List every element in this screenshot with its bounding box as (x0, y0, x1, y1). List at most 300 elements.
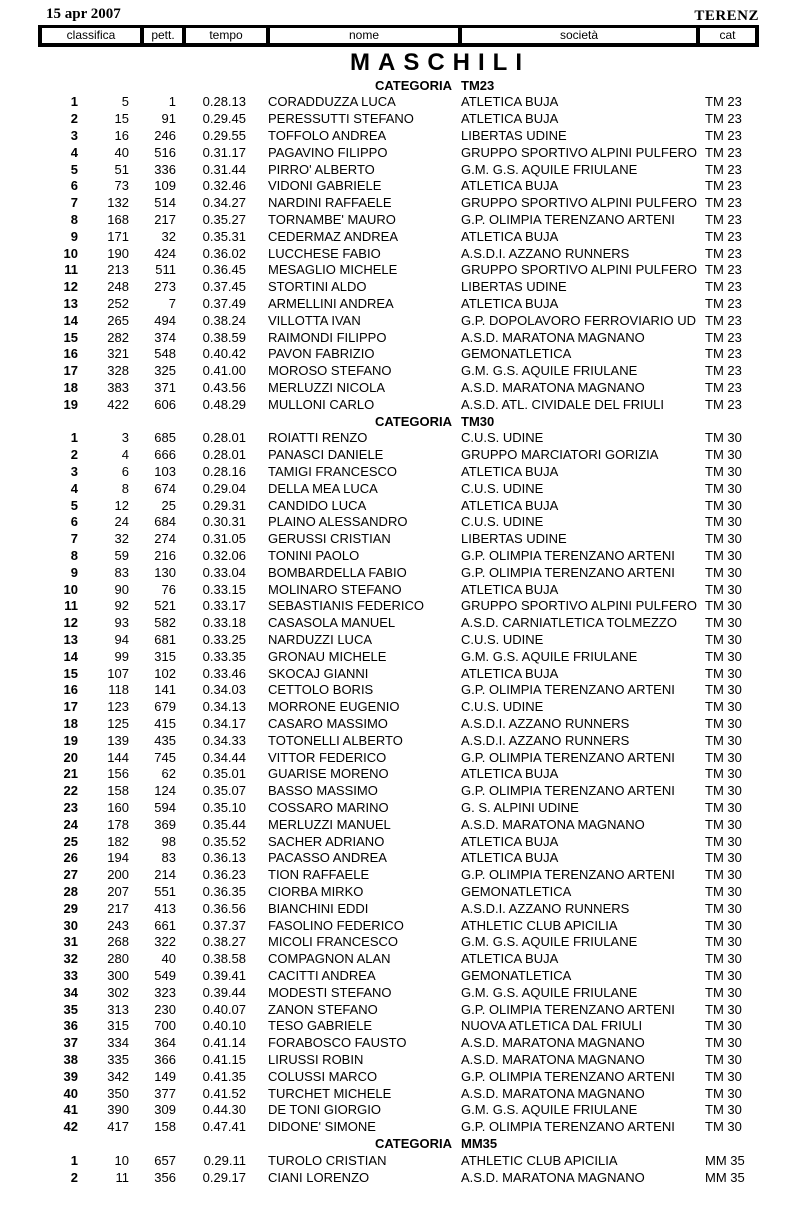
rank: 13 (63, 295, 78, 311)
bib-number: 3 (121, 430, 129, 446)
athlete-name: MORRONE EUGENIO (268, 699, 400, 715)
rank: 1 (70, 430, 78, 446)
table-row (0, 345, 795, 362)
table-row (0, 715, 795, 732)
team-number: 7 (168, 295, 176, 311)
table-row (0, 1068, 795, 1085)
athlete-name: CIANI LORENZO (268, 1169, 370, 1185)
bib-number: 417 (107, 1119, 129, 1135)
athlete-name: MOLINARO STEFANO (268, 581, 402, 597)
race-time: 0.28.01 (202, 447, 246, 463)
rank: 18 (63, 379, 78, 395)
club-name: ATLETICA BUJA (461, 581, 559, 597)
club-name: C.U.S. UDINE (461, 631, 544, 647)
athlete-name: ROIATTI RENZO (268, 430, 368, 446)
athlete-name: VITTOR FEDERICO (268, 749, 387, 765)
rank: 24 (63, 816, 78, 832)
team-number: 91 (161, 111, 176, 127)
table-row (0, 631, 795, 648)
race-time: 0.36.23 (202, 867, 246, 883)
category-code: TM 30 (705, 917, 742, 933)
race-time: 0.33.46 (202, 665, 246, 681)
table-row (0, 564, 795, 581)
bib-number: 182 (107, 833, 129, 849)
category-code: TM 30 (705, 715, 742, 731)
team-number: 551 (154, 883, 176, 899)
bib-number: 11 (115, 1169, 129, 1185)
table-row (0, 194, 795, 211)
club-name: LIBERTAS UDINE (461, 279, 567, 295)
race-time: 0.35.10 (202, 799, 246, 815)
race-time: 0.31.05 (202, 531, 246, 547)
table-row (0, 93, 795, 110)
club-name: ATLETICA BUJA (461, 295, 559, 311)
table-row (0, 547, 795, 564)
team-number: 246 (154, 127, 176, 143)
table-row (0, 816, 795, 833)
athlete-name: BASSO MASSIMO (268, 783, 378, 799)
race-time: 0.31.44 (202, 161, 246, 177)
club-name: G.P. OLIMPIA TERENZANO ARTENI (461, 682, 675, 698)
table-row (0, 228, 795, 245)
team-number: 661 (154, 917, 176, 933)
race-time: 0.43.56 (202, 379, 246, 395)
race-time: 0.38.59 (202, 329, 246, 345)
race-time: 0.34.17 (202, 715, 246, 731)
team-number: 657 (154, 1152, 176, 1168)
category-code: TM 30 (705, 984, 742, 1000)
athlete-name: NARDUZZI LUCA (268, 631, 373, 647)
club-name: ATLETICA BUJA (461, 833, 559, 849)
bib-number: 383 (107, 379, 129, 395)
table-row (0, 597, 795, 614)
category-code: TM 30 (705, 581, 742, 597)
category-heading (0, 413, 795, 430)
table-row (0, 312, 795, 329)
category-code: TM 30 (705, 900, 742, 916)
bib-number: 125 (107, 715, 129, 731)
bib-number: 40 (114, 144, 129, 160)
category-code: TM 30 (705, 783, 742, 799)
race-time: 0.35.07 (202, 783, 246, 799)
team-number: 521 (154, 598, 176, 614)
athlete-name: ZANON STEFANO (268, 1001, 378, 1017)
team-number: 548 (154, 346, 176, 362)
team-number: 549 (154, 967, 176, 983)
club-name: A.S.D. MARATONA MAGNANO (461, 329, 645, 345)
bib-number: 350 (107, 1085, 129, 1101)
athlete-name: GERUSSI CRISTIAN (268, 531, 391, 547)
bib-number: 10 (114, 1152, 129, 1168)
rank: 7 (70, 531, 78, 547)
table-row (0, 849, 795, 866)
rank: 3 (70, 127, 78, 143)
category-label: CATEGORIA (374, 1135, 452, 1151)
team-number: 216 (154, 547, 176, 563)
club-name: A.S.D.I. AZZANO RUNNERS (461, 732, 630, 748)
team-number: 83 (161, 850, 176, 866)
club-name: A.S.D. CARNIATLETICA TOLMEZZO (461, 615, 677, 631)
club-name: A.S.D.I. AZZANO RUNNERS (461, 245, 630, 261)
athlete-name: SKOCAJ GIANNI (268, 665, 369, 681)
team-number: 369 (154, 816, 176, 832)
rank: 11 (64, 262, 78, 278)
rank: 38 (63, 1051, 78, 1067)
team-number: 149 (154, 1068, 176, 1084)
team-number: 274 (154, 531, 176, 547)
athlete-name: TION RAFFAELE (268, 867, 370, 883)
bib-number: 334 (107, 1035, 129, 1051)
rank: 15 (63, 329, 78, 345)
race-time: 0.39.41 (202, 967, 246, 983)
race-time: 0.38.24 (202, 312, 246, 328)
race-time: 0.34.27 (202, 195, 246, 211)
team-number: 76 (161, 581, 176, 597)
rank: 1 (70, 1152, 78, 1168)
table-row (0, 177, 795, 194)
bib-number: 171 (107, 228, 129, 244)
team-number: 273 (154, 279, 176, 295)
category-code: TM 30 (705, 531, 742, 547)
bib-number: 302 (107, 984, 129, 1000)
athlete-name: COSSARO MARINO (268, 799, 389, 815)
table-row (0, 967, 795, 984)
header-pett: pett. (144, 28, 182, 43)
category-code: TM 30 (705, 1035, 742, 1051)
category-code: TM 30 (705, 615, 742, 631)
athlete-name: COLUSSI MARCO (268, 1068, 378, 1084)
table-row (0, 1001, 795, 1018)
category-code: TM 30 (705, 833, 742, 849)
race-time: 0.33.35 (202, 648, 246, 664)
rank: 21 (63, 766, 78, 782)
category-code: TM 30 (705, 816, 742, 832)
bib-number: 217 (107, 900, 129, 916)
table-row (0, 429, 795, 446)
category-code: TM 30 (705, 867, 742, 883)
race-time: 0.33.18 (202, 615, 246, 631)
team-number: 1 (168, 94, 176, 110)
athlete-name: FORABOSCO FAUSTO (268, 1035, 407, 1051)
bib-number: 15 (114, 111, 129, 127)
bib-number: 300 (107, 967, 129, 983)
rank: 19 (63, 732, 78, 748)
athlete-name: PAVON FABRIZIO (268, 346, 375, 362)
header-nome: nome (270, 28, 458, 43)
team-number: 109 (154, 178, 176, 194)
athlete-name: DELLA MEA LUCA (268, 480, 378, 496)
bib-number: 51 (114, 161, 129, 177)
race-time: 0.34.03 (202, 682, 246, 698)
race-time: 0.32.46 (202, 178, 246, 194)
race-time: 0.35.52 (202, 833, 246, 849)
race-time: 0.35.44 (202, 816, 246, 832)
bib-number: 265 (107, 312, 129, 328)
bib-number: 158 (107, 783, 129, 799)
race-time: 0.37.37 (202, 917, 246, 933)
rank: 17 (63, 699, 78, 715)
table-row (0, 362, 795, 379)
team-number: 700 (154, 1018, 176, 1034)
club-name: G.M. G.S. AQUILE FRIULANE (461, 934, 638, 950)
rank: 26 (63, 850, 78, 866)
race-time: 0.37.49 (202, 295, 246, 311)
race-time: 0.41.15 (202, 1051, 246, 1067)
rank: 29 (63, 900, 78, 916)
category-code: TM 23 (705, 228, 742, 244)
category-code: TM 30 (705, 934, 742, 950)
header-societa: società (462, 28, 696, 43)
category-code: TM 30 (705, 951, 742, 967)
team-number: 214 (154, 867, 176, 883)
race-time: 0.28.13 (202, 94, 246, 110)
team-number: 102 (154, 665, 176, 681)
category-code: TM 30 (705, 749, 742, 765)
rank: 39 (63, 1068, 78, 1084)
bib-number: 24 (114, 514, 129, 530)
club-name: C.U.S. UDINE (461, 430, 544, 446)
rank: 14 (63, 648, 78, 664)
table-row (0, 446, 795, 463)
race-time: 0.34.44 (202, 749, 246, 765)
table-row (0, 329, 795, 346)
club-name: LIBERTAS UDINE (461, 127, 567, 143)
category-code: TM23 (461, 77, 495, 93)
bib-number: 144 (107, 749, 129, 765)
bib-number: 132 (107, 195, 129, 211)
athlete-name: CASARO MASSIMO (268, 715, 388, 731)
rank: 28 (63, 883, 78, 899)
race-time: 0.35.31 (202, 228, 246, 244)
athlete-name: SEBASTIANIS FEDERICO (268, 598, 425, 614)
bib-number: 118 (108, 682, 129, 698)
athlete-name: CORADDUZZA LUCA (268, 94, 396, 110)
table-row (0, 833, 795, 850)
club-name: G.P. OLIMPIA TERENZANO ARTENI (461, 547, 675, 563)
athlete-name: MOROSO STEFANO (268, 363, 392, 379)
table-row (0, 295, 795, 312)
rank: 12 (63, 279, 78, 295)
team-number: 325 (154, 363, 176, 379)
rank: 23 (63, 799, 78, 815)
table-row (0, 211, 795, 228)
table-row (0, 379, 795, 396)
athlete-name: MULLONI CARLO (268, 396, 375, 412)
team-number: 582 (154, 615, 176, 631)
athlete-name: MERLUZZI NICOLA (268, 379, 386, 395)
category-code: TM 30 (705, 799, 742, 815)
race-time: 0.36.45 (202, 262, 246, 278)
category-code: MM 35 (705, 1169, 745, 1185)
race-time: 0.40.07 (202, 1001, 246, 1017)
race-time: 0.47.41 (202, 1119, 246, 1135)
team-number: 98 (161, 833, 176, 849)
race-time: 0.33.15 (202, 581, 246, 597)
team-number: 594 (154, 799, 176, 815)
category-code: TM 23 (705, 127, 742, 143)
bib-number: 92 (114, 598, 129, 614)
race-time: 0.29.31 (202, 497, 246, 513)
club-name: C.U.S. UDINE (461, 480, 544, 496)
club-name: G.P. OLIMPIA TERENZANO ARTENI (461, 749, 675, 765)
table-row (0, 530, 795, 547)
athlete-name: CEDERMAZ ANDREA (268, 228, 399, 244)
header-tempo: tempo (186, 28, 266, 43)
club-name: NUOVA ATLETICA DAL FRIULI (461, 1018, 643, 1034)
category-code: TM 23 (705, 111, 742, 127)
table-row (0, 1017, 795, 1034)
category-code: TM 23 (705, 329, 742, 345)
table-row (0, 144, 795, 161)
club-name: ATLETICA BUJA (461, 766, 559, 782)
rank: 11 (64, 598, 78, 614)
table-row (0, 1101, 795, 1118)
bib-number: 313 (107, 1001, 129, 1017)
table-row (0, 883, 795, 900)
category-code: TM 30 (705, 732, 742, 748)
bib-number: 107 (107, 665, 129, 681)
rank: 8 (70, 211, 78, 227)
athlete-name: MERLUZZI MANUEL (268, 816, 391, 832)
athlete-name: TORNAMBE' MAURO (268, 211, 396, 227)
athlete-name: BIANCHINI EDDI (268, 900, 369, 916)
bib-number: 90 (114, 581, 129, 597)
header-cat: cat (700, 28, 755, 43)
race-time: 0.48.29 (202, 396, 246, 412)
race-time: 0.37.45 (202, 279, 246, 295)
table-row (0, 278, 795, 295)
club-name: C.U.S. UDINE (461, 699, 544, 715)
race-time: 0.30.31 (202, 514, 246, 530)
club-name: A.S.D. MARATONA MAGNANO (461, 1169, 645, 1185)
club-name: GEMONATLETICA (461, 967, 572, 983)
athlete-name: COMPAGNON ALAN (268, 951, 391, 967)
club-name: LIBERTAS UDINE (461, 531, 567, 547)
club-name: G.M. G.S. AQUILE FRIULANE (461, 984, 638, 1000)
club-name: ATLETICA BUJA (461, 178, 559, 194)
race-time: 0.38.58 (202, 951, 246, 967)
bib-number: 156 (107, 766, 129, 782)
race-time: 0.36.56 (202, 900, 246, 916)
rank: 5 (70, 497, 78, 513)
table-row (0, 1051, 795, 1068)
athlete-name: FASOLINO FEDERICO (268, 917, 404, 933)
athlete-name: PACASSO ANDREA (268, 850, 387, 866)
table-row (0, 933, 795, 950)
table-row (0, 681, 795, 698)
athlete-name: PANASCI DANIELE (268, 447, 384, 463)
athlete-name: GRONAU MICHELE (268, 648, 387, 664)
category-code: TM 30 (705, 463, 742, 479)
athlete-name: GUARISE MORENO (268, 766, 389, 782)
category-code: TM 23 (705, 262, 742, 278)
category-code: TM 30 (705, 648, 742, 664)
athlete-name: CASASOLA MANUEL (268, 615, 396, 631)
club-name: G.P. OLIMPIA TERENZANO ARTENI (461, 783, 675, 799)
club-name: A.S.D. MARATONA MAGNANO (461, 816, 645, 832)
team-number: 606 (154, 396, 176, 412)
club-name: A.S.D. ATL. CIVIDALE DEL FRIULI (461, 396, 665, 412)
athlete-name: TESO GABRIELE (268, 1018, 373, 1034)
rank: 8 (70, 547, 78, 563)
club-name: GRUPPO SPORTIVO ALPINI PULFERO (461, 144, 697, 160)
bib-number: 268 (107, 934, 129, 950)
race-time: 0.33.17 (202, 598, 246, 614)
club-name: A.S.D.I. AZZANO RUNNERS (461, 900, 630, 916)
category-code: TM 30 (705, 1085, 742, 1101)
athlete-name: TURCHET MICHELE (268, 1085, 392, 1101)
club-name: GRUPPO SPORTIVO ALPINI PULFERO (461, 262, 697, 278)
bib-number: 207 (107, 883, 129, 899)
club-name: ATLETICA BUJA (461, 951, 559, 967)
rank: 3 (70, 463, 78, 479)
rank: 22 (63, 783, 78, 799)
team-number: 679 (154, 699, 176, 715)
category-code: TM 30 (705, 1068, 742, 1084)
athlete-name: PLAINO ALESSANDRO (268, 514, 408, 530)
category-code: TM 30 (705, 1102, 742, 1118)
rank: 31 (63, 934, 78, 950)
rank: 4 (70, 480, 78, 496)
table-row (0, 950, 795, 967)
category-code: MM 35 (705, 1152, 745, 1168)
race-time: 0.33.25 (202, 631, 246, 647)
team-number: 62 (161, 766, 176, 782)
bib-number: 32 (114, 531, 129, 547)
team-number: 25 (161, 497, 176, 513)
table-row (0, 1169, 795, 1186)
team-number: 435 (154, 732, 176, 748)
category-code: TM 30 (705, 497, 742, 513)
category-code: TM 30 (705, 447, 742, 463)
table-row (0, 917, 795, 934)
table-row (0, 396, 795, 413)
rank: 16 (63, 682, 78, 698)
rank: 15 (63, 665, 78, 681)
club-name: G. S. ALPINI UDINE (461, 799, 579, 815)
race-time: 0.35.01 (202, 766, 246, 782)
category-code: TM 23 (705, 363, 742, 379)
race-time: 0.44.30 (202, 1102, 246, 1118)
race-time: 0.36.13 (202, 850, 246, 866)
table-row (0, 732, 795, 749)
team-number: 413 (154, 900, 176, 916)
club-name: G.P. OLIMPIA TERENZANO ARTENI (461, 867, 675, 883)
rank: 10 (63, 245, 78, 261)
club-name: ATLETICA BUJA (461, 94, 559, 110)
team-number: 377 (154, 1085, 176, 1101)
club-name: ATLETICA BUJA (461, 497, 559, 513)
club-name: G.P. DOPOLAVORO FERROVIARIO UD (461, 312, 697, 328)
athlete-name: PAGAVINO FILIPPO (268, 144, 388, 160)
club-name: G.M. G.S. AQUILE FRIULANE (461, 1102, 638, 1118)
race-time: 0.29.17 (202, 1169, 246, 1185)
club-name: GRUPPO SPORTIVO ALPINI PULFERO (461, 598, 697, 614)
page-title: MASCHILI (350, 49, 530, 76)
category-code: TM 30 (705, 766, 742, 782)
club-name: ATLETICA BUJA (461, 228, 559, 244)
club-name: GEMONATLETICA (461, 883, 572, 899)
club-name: ATLETICA BUJA (461, 665, 559, 681)
club-name: GEMONATLETICA (461, 346, 572, 362)
team-number: 141 (154, 682, 176, 698)
bib-number: 280 (107, 951, 129, 967)
race-time: 0.34.33 (202, 732, 246, 748)
bib-number: 93 (114, 615, 129, 631)
athlete-name: SACHER ADRIANO (268, 833, 385, 849)
race-time: 0.29.55 (202, 127, 246, 143)
bib-number: 200 (107, 867, 129, 883)
